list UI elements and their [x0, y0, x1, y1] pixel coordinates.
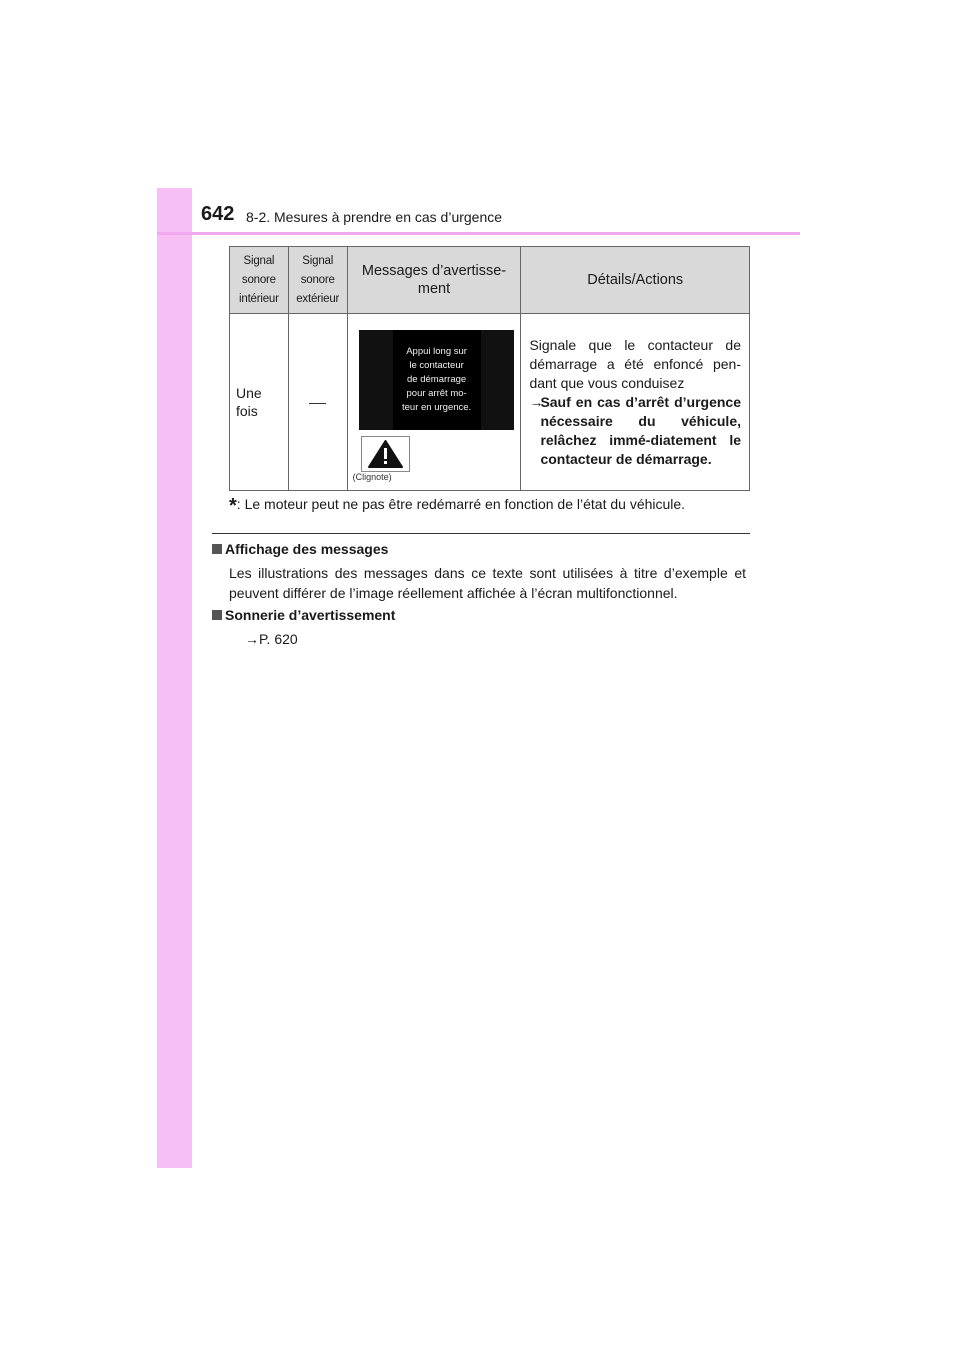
- page-reference: →P. 620: [245, 631, 298, 647]
- side-tab: [157, 188, 192, 1168]
- footnote: *: Le moteur peut ne pas être redémarré en fonction de l’état du véhicule.: [229, 495, 686, 517]
- dash-mark: [309, 403, 326, 404]
- display-message: Appui long sur le contacteur de démarrage pour arrêt mo- teur en urgence.: [393, 330, 481, 430]
- square-bullet-icon: [212, 544, 222, 554]
- message-cell: [347, 314, 521, 491]
- arrow-icon: →: [245, 631, 259, 647]
- header-messages: Messages d’avertisse- ment: [347, 247, 521, 314]
- header-outside-buzzer: Signal sonore extérieur: [288, 247, 347, 314]
- details-action: → Sauf en cas d’arrêt d’urgence nécessaire du véhicule, relâchez immé-diatement le contacteur de démarrage.: [529, 393, 741, 467]
- arrow-icon: →: [529, 393, 544, 410]
- section-heading-buzzer: Sonnerie d’avertissement: [212, 607, 395, 623]
- details-text: Signale que le contacteur de démarrage a été enfoncé pen-dant que vous conduisez: [529, 336, 741, 391]
- warning-light: [361, 436, 410, 472]
- warning-triangle-icon: [362, 437, 409, 471]
- inside-buzzer-cell: Une fois: [230, 314, 289, 491]
- header-inside-buzzer: Signal sonore intérieur: [230, 247, 289, 314]
- table-row: [230, 314, 750, 491]
- square-bullet-icon: [212, 610, 222, 620]
- section-body-messages: Les illustrations des messages dans ce texte sont utilisées à titre d’exemple et peuvent différer de l’image réellement affichée à l’écran multifonctionnel.: [229, 565, 746, 601]
- section-heading-messages: Affichage des messages: [212, 541, 388, 557]
- page-number: 642: [201, 203, 235, 225]
- section-rule: [212, 533, 750, 534]
- details-cell: [521, 314, 750, 491]
- section-title: 8-2. Mesures à prendre en cas d’urgence: [246, 209, 503, 225]
- header-rule: [157, 232, 800, 235]
- display-screen: [359, 330, 514, 430]
- blink-note: (Clignote): [352, 472, 392, 482]
- header-details: Détails/Actions: [521, 247, 750, 314]
- warning-table: [229, 246, 750, 491]
- outside-buzzer-cell: [288, 314, 347, 491]
